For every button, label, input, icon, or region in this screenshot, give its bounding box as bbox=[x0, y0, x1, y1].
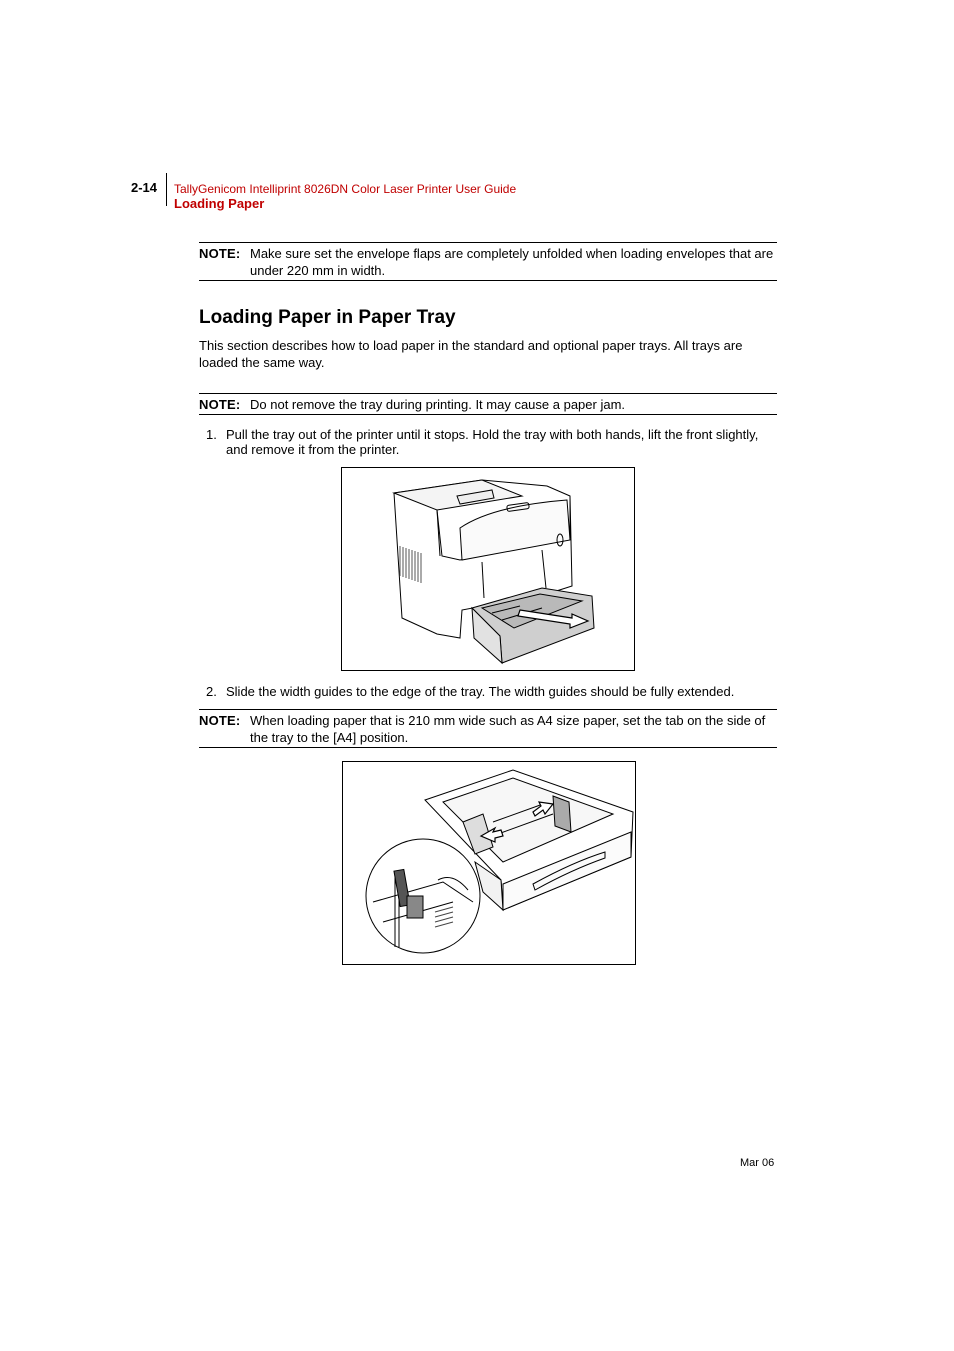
intro-paragraph: This section describes how to load paper in the standard and optional paper trays. All trays are loaded the same way. bbox=[199, 338, 743, 370]
header-divider bbox=[166, 173, 167, 206]
note-text: When loading paper that is 210 mm wide such as A4 size paper, set the tab on the side of the tray to the [A4] position. bbox=[250, 713, 766, 745]
note-a4-position bbox=[199, 709, 777, 748]
printer-tray-illustration bbox=[341, 467, 635, 671]
note-label: NOTE: bbox=[199, 397, 241, 412]
page-number: 2-14 bbox=[131, 180, 158, 195]
footer-date: Mar 06 bbox=[740, 1157, 775, 1169]
step-item bbox=[206, 684, 776, 699]
step-text: Pull the tray out of the printer until it stops. Hold the tray with both hands, lift the front slightly, and remove it from the printer. bbox=[226, 427, 759, 457]
section-title: Loading Paper bbox=[174, 196, 265, 211]
step-number: 2. bbox=[206, 684, 217, 699]
printer-drawing bbox=[342, 468, 634, 670]
step-text: Slide the width guides to the edge of the tray. The width guides should be fully extended. bbox=[226, 684, 735, 699]
note-label: NOTE: bbox=[199, 246, 241, 261]
tray-drawing bbox=[343, 762, 635, 964]
guide-title: TallyGenicom Intelliprint 8026DN Color Laser Printer User Guide bbox=[174, 182, 517, 196]
step-item bbox=[206, 427, 776, 457]
note-label: NOTE: bbox=[199, 713, 241, 728]
note-text: Make sure set the envelope flaps are completely unfolded when loading envelopes that are under 220 mm in width. bbox=[250, 246, 774, 278]
step-number: 1. bbox=[206, 427, 217, 442]
note-envelopes bbox=[199, 242, 777, 281]
width-guide-illustration bbox=[342, 761, 636, 965]
note-tray-removal bbox=[199, 393, 777, 415]
note-text: Do not remove the tray during printing. It may cause a paper jam. bbox=[250, 397, 626, 412]
page-heading: Loading Paper in Paper Tray bbox=[199, 307, 456, 328]
